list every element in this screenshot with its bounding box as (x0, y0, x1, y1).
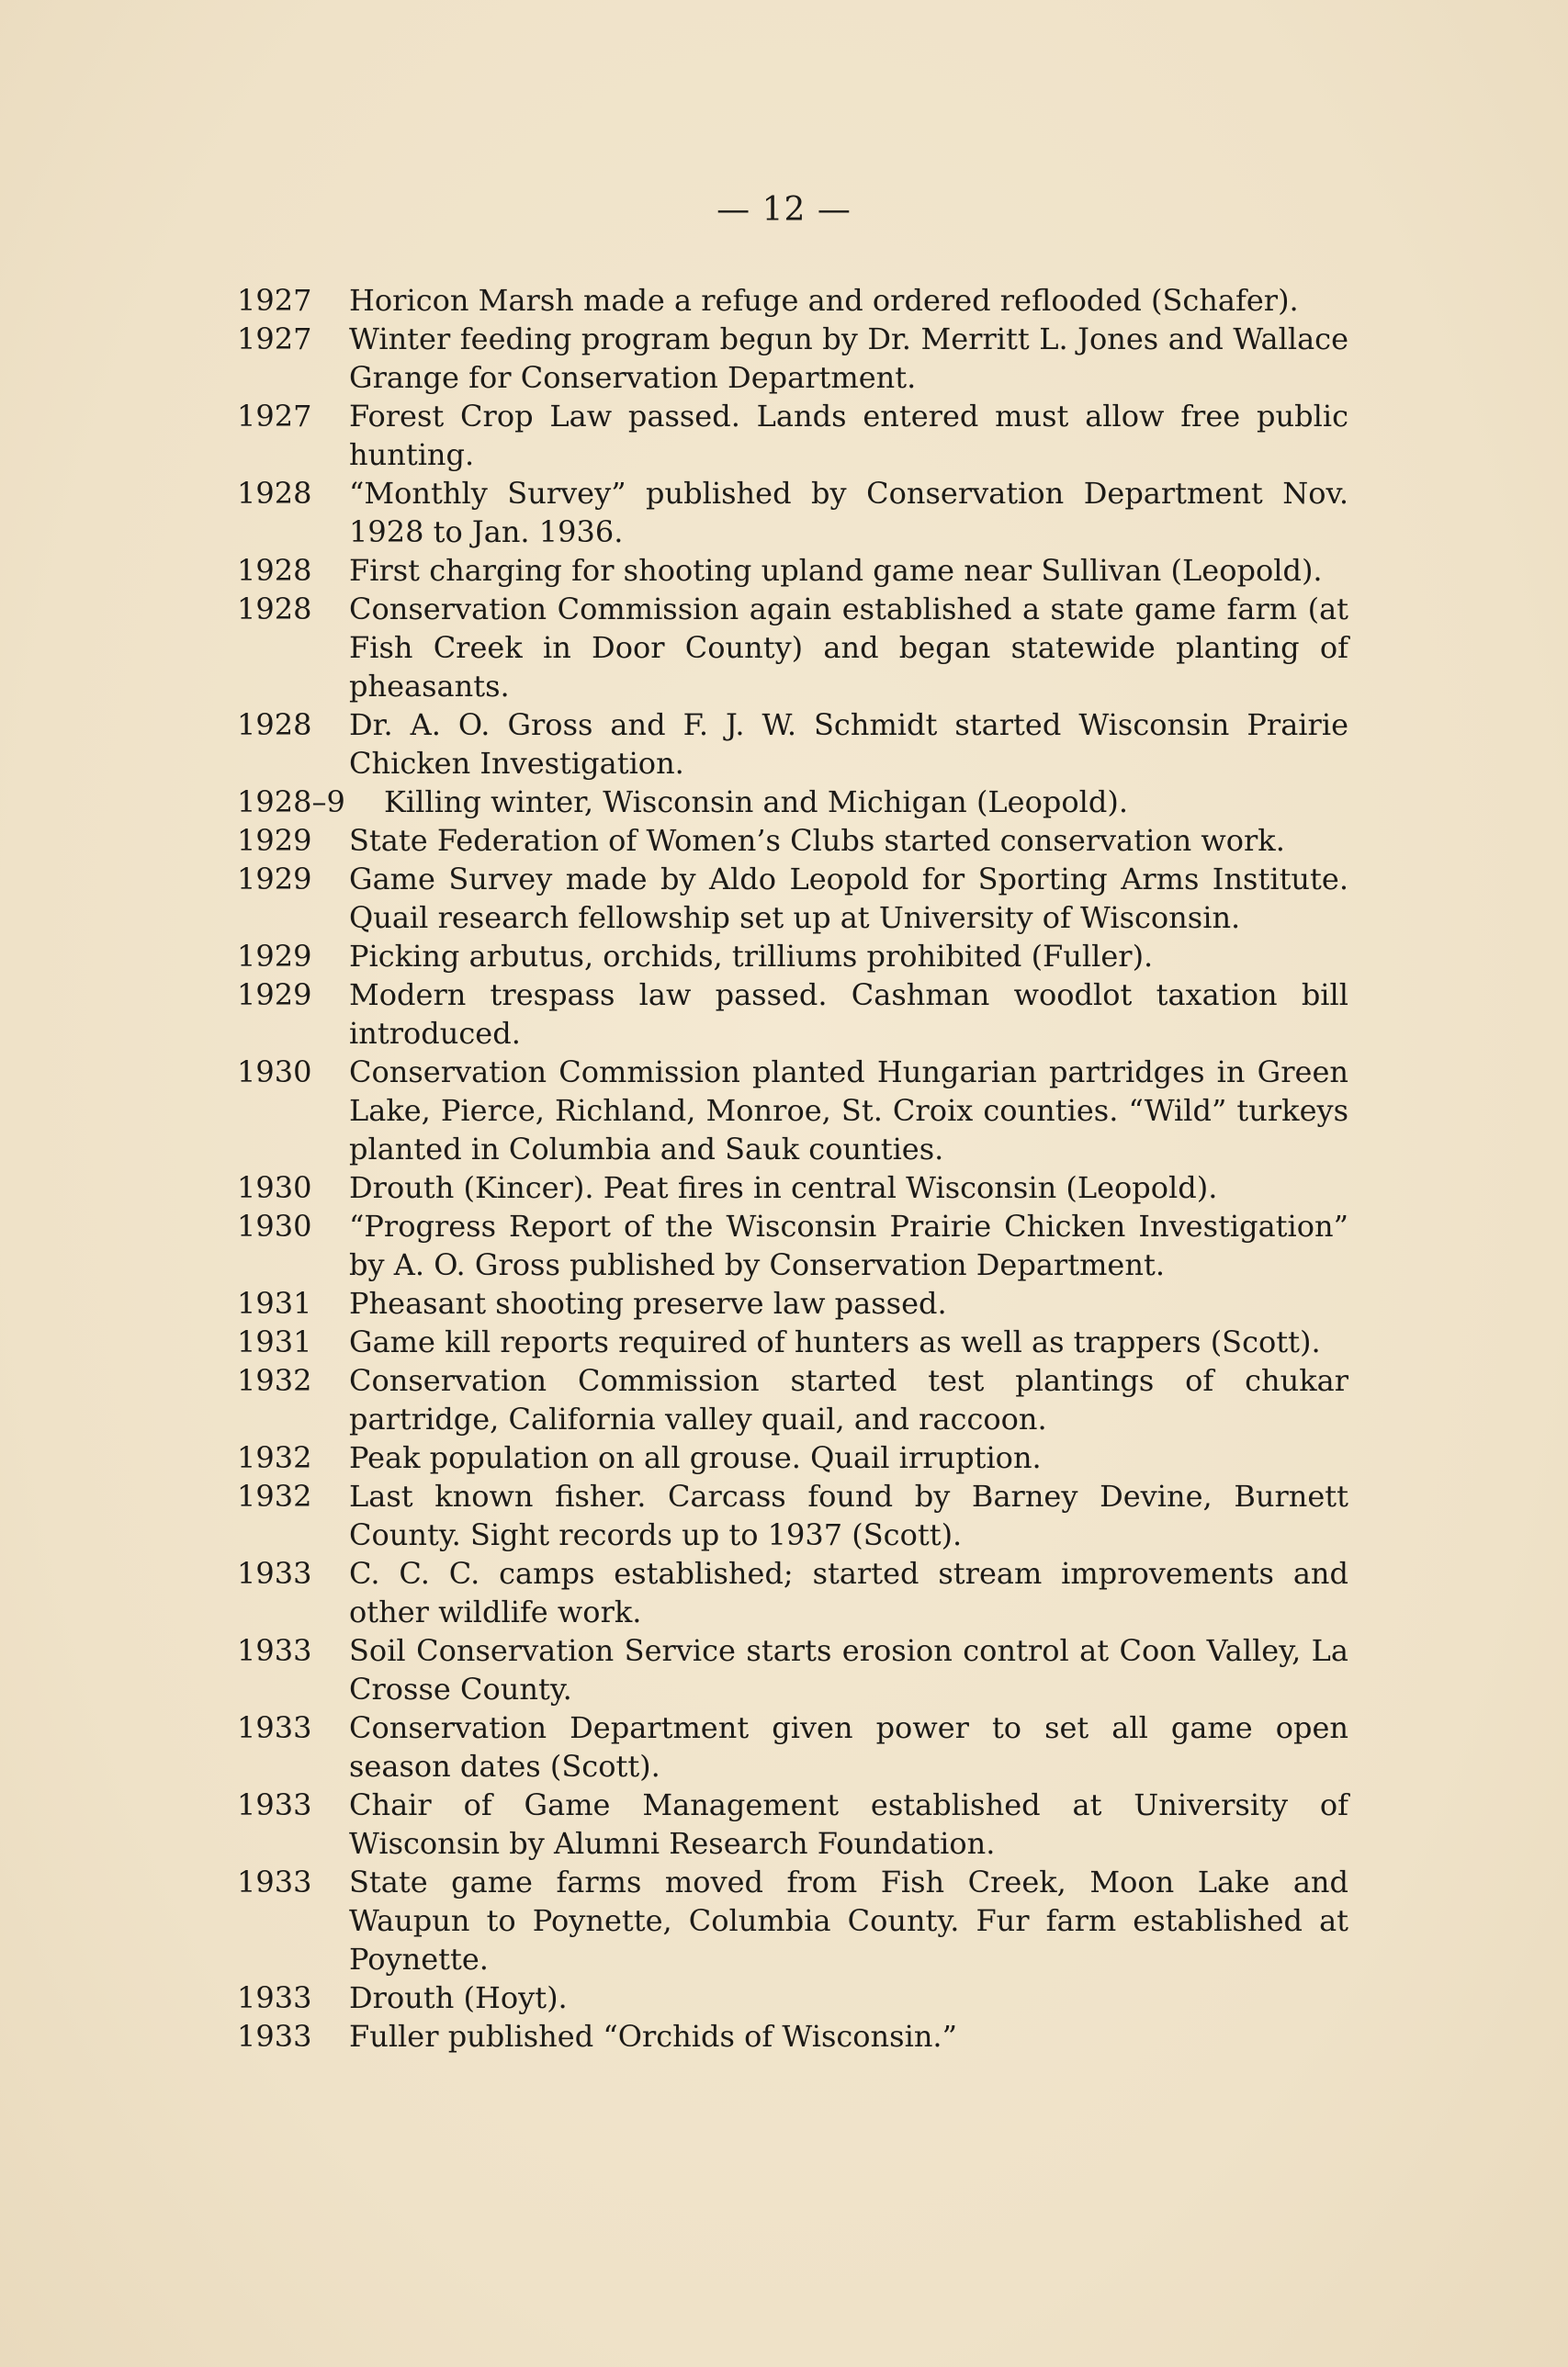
entry-text: Conservation Commission started test plantings of chukar partridge, California valley quail, and raccoon. (349, 1363, 1348, 1437)
entry-text: Pheasant shooting preserve law passed. (349, 1286, 947, 1321)
entry-year: 1928 (237, 476, 312, 511)
entry-text: Game Survey made by Aldo Leopold for Sporting Arms Institute. Quail research fellowship set up at University of Wisconsin. (349, 862, 1348, 935)
page-number: — 12 — (716, 191, 852, 229)
entry-year: 1932 (237, 1440, 312, 1475)
chronology-entry (237, 590, 1348, 705)
entry-text: C. C. C. camps established; started stream improvements and other wildlife work. (349, 1556, 1348, 1629)
chronology-list (237, 281, 1348, 2056)
entry-year: 1932 (237, 1479, 312, 1514)
entry-year: 1929 (237, 823, 312, 858)
chronology-entry (237, 474, 1348, 551)
chronology-entry (237, 1477, 1348, 1554)
chronology-entry (237, 1361, 1348, 1438)
chronology-entry (237, 821, 1348, 860)
entry-text: Last known fisher. Carcass found by Barney Devine, Burnett County. Sight records up to 1937 (Scott). (349, 1479, 1348, 1552)
chronology-entry (237, 783, 1348, 821)
entry-year: 1933 (237, 1556, 312, 1591)
chronology-entry (237, 551, 1348, 590)
entry-text: Peak population on all grouse. Quail irruption. (349, 1440, 1042, 1475)
entry-text: Drouth (Hoyt). (349, 1980, 568, 2015)
chronology-entry (237, 975, 1348, 1053)
entry-year: 1933 (237, 1865, 312, 1899)
entry-text: Killing winter, Wisconsin and Michigan (Leopold). (384, 784, 1128, 819)
chronology-entry (237, 1863, 1348, 1978)
entry-text: State game farms moved from Fish Creek, Moon Lake and Waupun to Poynette, Columbia County. Fur farm established at Poynette. (349, 1865, 1348, 1977)
entry-text: Conservation Department given power to set all game open season dates (Scott). (349, 1710, 1348, 1784)
entry-year: 1933 (237, 1710, 312, 1745)
entry-year: 1928–9 (237, 784, 345, 819)
entry-text: Conservation Commission planted Hungarian partridges in Green Lake, Pierce, Richland, Monroe, St. Croix counties. “Wild” turkeys planted in Columbia and Sauk counties. (349, 1054, 1348, 1167)
chronology-entry (237, 2017, 1348, 2056)
entry-text: First charging for shooting upland game near Sullivan (Leopold). (349, 553, 1323, 588)
entry-text: “Monthly Survey” published by Conservation Department Nov. 1928 to Jan. 1936. (349, 476, 1348, 549)
entry-text: Dr. A. O. Gross and F. J. W. Schmidt started Wisconsin Prairie Chicken Investigation. (349, 707, 1348, 781)
entry-text: Conservation Commission again established a state game farm (at Fish Creek in Door County) and began statewide planting of pheasants. (349, 592, 1348, 704)
entry-year: 1933 (237, 1633, 312, 1668)
entry-year: 1930 (237, 1170, 312, 1205)
entry-year: 1929 (237, 862, 312, 896)
chronology-entry (237, 1284, 1348, 1323)
entry-text: Winter feeding program begun by Dr. Merritt L. Jones and Wallace Grange for Conservation Department. (349, 321, 1348, 395)
entry-text: Soil Conservation Service starts erosion control at Coon Valley, La Crosse County. (349, 1633, 1348, 1707)
entry-text: “Progress Report of the Wisconsin Prairie Chicken Investigation” by A. O. Gross published by Conservation Department. (349, 1209, 1348, 1282)
entry-year: 1932 (237, 1363, 312, 1398)
entry-year: 1929 (237, 939, 312, 974)
entry-year: 1928 (237, 592, 312, 626)
entry-year: 1931 (237, 1324, 312, 1359)
entry-year: 1930 (237, 1054, 312, 1089)
entry-year: 1928 (237, 707, 312, 742)
entry-year: 1933 (237, 1980, 312, 2015)
entry-year: 1930 (237, 1209, 312, 1244)
chronology-entry (237, 705, 1348, 783)
chronology-entry (237, 397, 1348, 474)
chronology-entry (237, 1323, 1348, 1361)
entry-year: 1928 (237, 553, 312, 588)
chronology-entry (237, 1053, 1348, 1168)
entry-text: Picking arbutus, orchids, trilliums prohibited (Fuller). (349, 939, 1154, 974)
chronology-entry (237, 281, 1348, 320)
entry-text: State Federation of Women’s Clubs started conservation work. (349, 823, 1285, 858)
chronology-entry (237, 1978, 1348, 2017)
entry-text: Fuller published “Orchids of Wisconsin.” (349, 2019, 957, 2054)
chronology-entry (237, 1438, 1348, 1477)
chronology-entry (237, 320, 1348, 397)
entry-text: Drouth (Kincer). Peat fires in central Wisconsin (Leopold). (349, 1170, 1218, 1205)
chronology-entry (237, 1786, 1348, 1863)
chronology-entry (237, 1708, 1348, 1786)
chronology-entry (237, 860, 1348, 937)
entry-year: 1933 (237, 1787, 312, 1822)
entry-year: 1927 (237, 283, 312, 318)
chronology-entry (237, 1168, 1348, 1207)
chronology-entry (237, 1207, 1348, 1284)
entry-year: 1927 (237, 321, 312, 356)
entry-year: 1929 (237, 977, 312, 1012)
entry-year: 1927 (237, 399, 312, 434)
entry-year: 1931 (237, 1286, 312, 1321)
chronology-entry (237, 1554, 1348, 1631)
entry-text: Forest Crop Law passed. Lands entered must allow free public hunting. (349, 399, 1348, 472)
entry-text: Modern trespass law passed. Cashman woodlot taxation bill introduced. (349, 977, 1348, 1051)
entry-year: 1933 (237, 2019, 312, 2054)
entry-text: Horicon Marsh made a refuge and ordered reflooded (Schafer). (349, 283, 1299, 318)
entry-text: Game kill reports required of hunters as well as trappers (Scott). (349, 1324, 1321, 1359)
chronology-entry (237, 937, 1348, 975)
chronology-entry (237, 1631, 1348, 1708)
entry-text: Chair of Game Management established at University of Wisconsin by Alumni Research Foundation. (349, 1787, 1348, 1861)
